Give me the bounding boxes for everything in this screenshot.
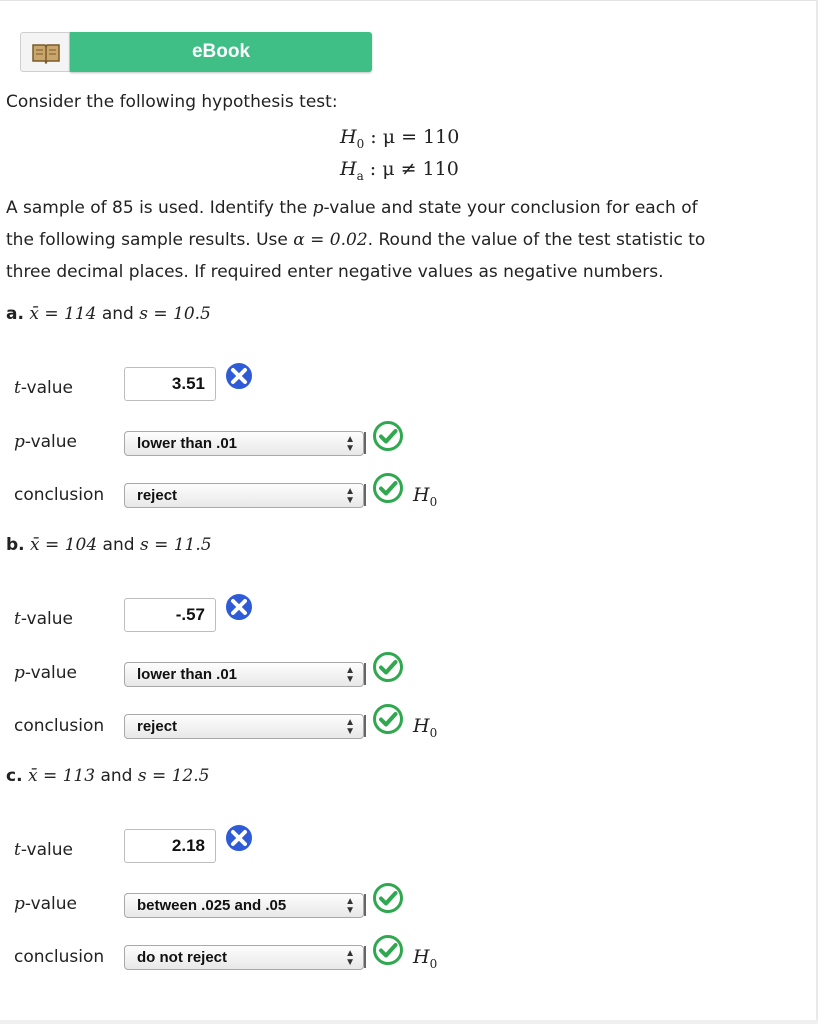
check-circle-icon: [372, 651, 404, 683]
x-circle-icon: [223, 360, 255, 392]
part-c-header: [6, 766, 209, 786]
part-b-conclusion-label: conclusion: [14, 716, 105, 736]
ebook-icon-box[interactable]: [20, 32, 70, 72]
part-b-h0-label: [413, 715, 437, 740]
select-edge: [364, 715, 366, 737]
part-a-s: s = 10.5: [139, 304, 211, 324]
check-circle-icon: [372, 882, 404, 914]
null-hyp-sub: 0: [356, 136, 365, 151]
instr-2a: the following sample results. Use: [6, 230, 294, 250]
part-a-t-label: [14, 378, 73, 398]
part-b-t-input[interactable]: -.57: [124, 598, 216, 632]
h0-sub: 0: [429, 494, 438, 509]
part-c-xbar: x̄ = 113: [27, 766, 96, 786]
part-c-letter: c.: [6, 766, 23, 786]
part-b-conclusion-selected: reject: [137, 718, 178, 735]
part-c-and: and: [95, 766, 138, 786]
part-b-header: [6, 535, 212, 555]
part-a-t-input[interactable]: 3.51: [124, 367, 216, 401]
null-hyp-symbol: H: [340, 126, 357, 148]
value-suffix: -value: [24, 663, 78, 683]
frame-bottom-border: [0, 1020, 818, 1024]
updown-arrows-icon: ▲ ▼: [345, 434, 355, 454]
part-c-p-selected: between .025 and .05: [137, 897, 287, 914]
part-b-p-label: [14, 663, 77, 683]
ebook-bar: [20, 32, 372, 74]
alt-hyp-relation: : μ ≠ 110: [363, 158, 459, 180]
part-b-letter: b.: [6, 535, 25, 555]
part-b-p-selected: lower than .01: [137, 666, 238, 683]
frame-top-border: [0, 0, 818, 1]
part-a-p-label: [14, 432, 77, 452]
part-b-conclusion-select[interactable]: [124, 714, 364, 739]
null-hypothesis: [340, 126, 459, 151]
part-c-t-label: [14, 840, 73, 860]
x-circle-icon: [223, 591, 255, 623]
part-b-xbar: x̄ = 104: [30, 535, 98, 555]
part-b-s: s = 11.5: [139, 535, 212, 555]
null-hyp-relation: : μ = 110: [364, 126, 460, 148]
part-a-header: [6, 304, 211, 324]
check-circle-icon: [372, 703, 404, 735]
t-letter: t: [14, 609, 21, 629]
t-letter: t: [14, 378, 21, 398]
instructions-line-3: three decimal places. If required enter negative values as negative numbers.: [6, 262, 664, 282]
t-letter: t: [14, 840, 21, 860]
h0-sub: 0: [429, 956, 438, 971]
updown-arrows-icon: ▲ ▼: [345, 896, 355, 916]
select-edge: [364, 484, 366, 506]
value-suffix: -value: [24, 432, 78, 452]
value-suffix: -value: [20, 609, 73, 629]
part-c-conclusion-select[interactable]: [124, 945, 364, 970]
part-c-t-input[interactable]: 2.18: [124, 829, 216, 863]
x-circle-icon: [223, 822, 255, 854]
h0-symbol: H: [413, 946, 430, 968]
part-b-t-label: [14, 609, 73, 629]
instructions-line-1: [6, 198, 698, 218]
updown-arrows-icon: ▲ ▼: [345, 486, 355, 506]
part-c-h0-label: [413, 946, 437, 971]
part-b-and: and: [97, 535, 140, 555]
alpha-expression: α = 0.02: [293, 230, 368, 250]
part-c-conclusion-selected: do not reject: [137, 949, 228, 966]
part-c-p-select[interactable]: [124, 893, 364, 918]
alt-hypothesis: [340, 158, 459, 183]
updown-arrows-icon: ▲ ▼: [345, 717, 355, 737]
part-a-and: and: [96, 304, 140, 324]
part-a-xbar: x̄ = 114: [29, 304, 97, 324]
part-a-p-selected: lower than .01: [137, 435, 238, 452]
instructions-line-2: [6, 230, 705, 250]
p-letter: p: [14, 432, 25, 452]
instr-1p: p: [312, 198, 324, 218]
part-c-s: s = 12.5: [137, 766, 210, 786]
part-c-conclusion-label: conclusion: [14, 947, 105, 967]
h0-sub: 0: [429, 725, 438, 740]
alt-hyp-sub: a: [356, 168, 364, 183]
select-edge: [364, 894, 366, 916]
value-suffix: -value: [20, 840, 73, 860]
select-edge: [364, 432, 366, 454]
select-edge: [364, 946, 366, 968]
part-a-h0-label: [413, 484, 437, 509]
h0-symbol: H: [413, 715, 430, 737]
part-a-p-select[interactable]: [124, 431, 364, 456]
p-letter: p: [14, 894, 25, 914]
p-letter: p: [14, 663, 25, 683]
book-icon: [31, 42, 61, 64]
part-b-p-select[interactable]: [124, 662, 364, 687]
ebook-button[interactable]: eBook: [70, 32, 372, 72]
alt-hyp-symbol: H: [340, 158, 357, 180]
part-a-conclusion-select[interactable]: [124, 483, 364, 508]
intro-text: Consider the following hypothesis test:: [6, 92, 338, 112]
check-circle-icon: [372, 472, 404, 504]
part-c-p-label: [14, 894, 77, 914]
select-edge: [364, 663, 366, 685]
part-a-conclusion-label: conclusion: [14, 485, 105, 505]
part-a-letter: a.: [6, 304, 24, 324]
updown-arrows-icon: ▲ ▼: [345, 665, 355, 685]
h0-symbol: H: [413, 484, 430, 506]
value-suffix: -value: [20, 378, 73, 398]
instr-2b: . Round the value of the test statistic to: [367, 230, 706, 250]
updown-arrows-icon: ▲ ▼: [345, 948, 355, 968]
check-circle-icon: [372, 934, 404, 966]
value-suffix: -value: [24, 894, 78, 914]
instr-1b: -value and state your conclusion for each of: [323, 198, 698, 218]
part-a-conclusion-selected: reject: [137, 487, 178, 504]
instr-1a: A sample of 85 is used. Identify the: [6, 198, 313, 218]
check-circle-icon: [372, 420, 404, 452]
